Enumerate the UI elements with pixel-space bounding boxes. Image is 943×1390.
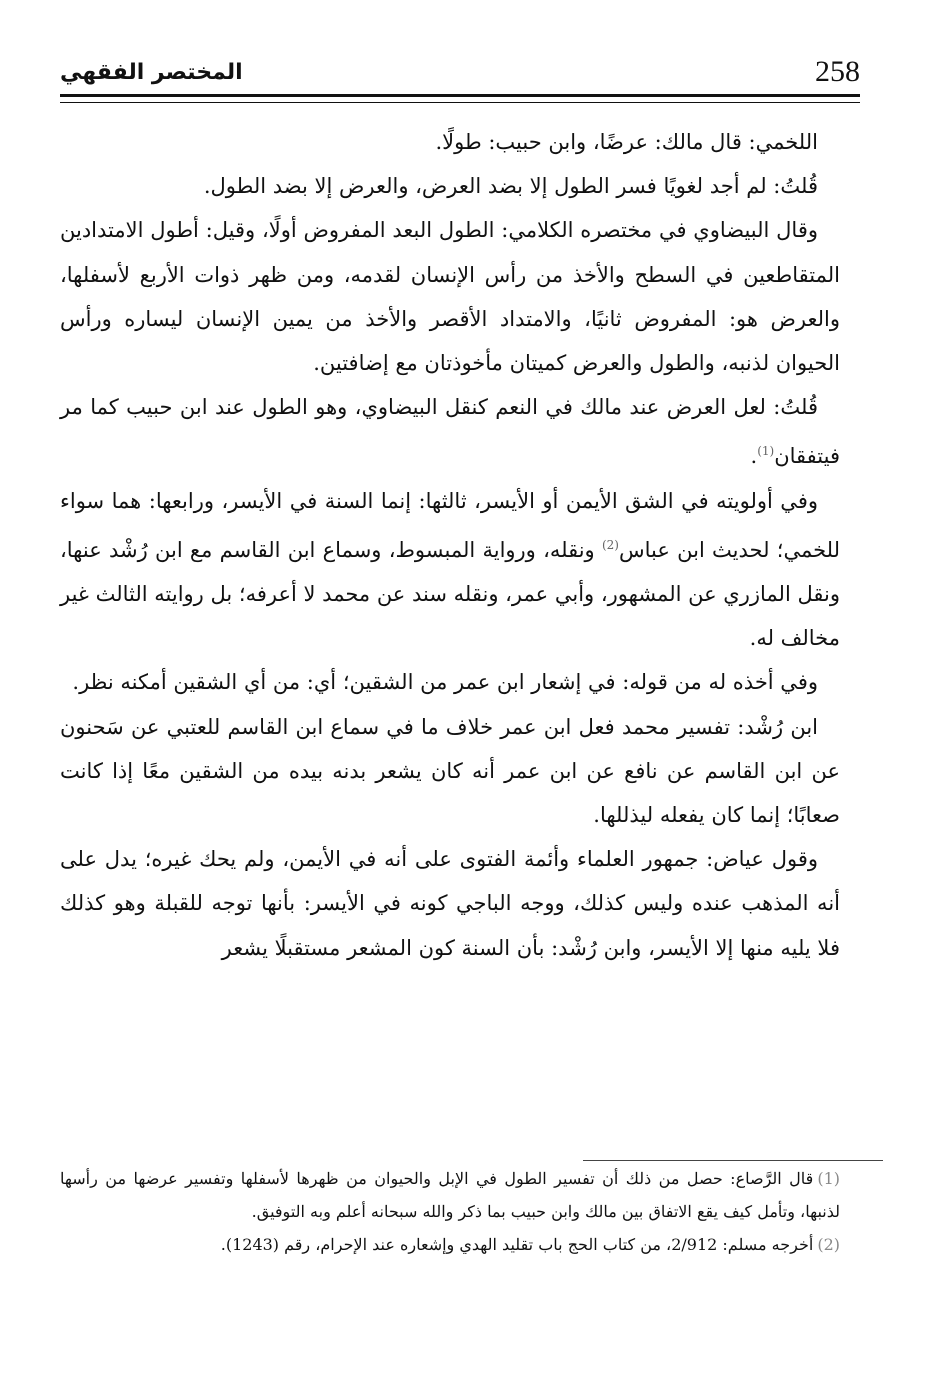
book-title: المختصر الفقهي [60, 60, 243, 85]
header-rule [60, 94, 860, 103]
paragraph-8: وقول عياض: جمهور العلماء وأئمة الفتوى على أنه في الأيمن، ولم يحك غيره؛ يدل على أنه المذهب عنده وليس كذلك، ووجه الباجي كونه في الأيسر: بأنها توجه للقبلة وهو كذلك فلا يليه منها إلا الأيسر، وابن رُشْد: بأن السنة كون المشعر مستقبلًا يشعر [60, 847, 840, 960]
paragraph-4-text: قُلتُ: لعل العرض عند مالك في النعم كنقل البيضاوي، وهو الطول عند ابن حبيب كما مر فيتفقان [60, 395, 840, 469]
paragraph-1: اللخمي: قال مالك: عرضًا، وابن حبيب: طولًا. [435, 130, 818, 154]
page-header [60, 52, 860, 96]
paragraph-2: قُلتُ: لم أجد لغويًا فسر الطول إلا بضد العرض، والعرض إلا بضد الطول. [203, 174, 818, 199]
footnote-1 [60, 1162, 840, 1228]
paragraph-5-text-b: ونقله، ورواية المبسوط، وسماع ابن القاسم مع ابن رُشْد عنها، ونقل المازري عن المشهور، وأبي عمر، ونقله سند عن محمد لا أعرفه؛ بل روايته الثالث غير مخالف له. [60, 537, 840, 651]
page-number: 258 [815, 55, 860, 88]
main-text [60, 120, 840, 970]
footnote-ref-2[interactable]: (2) [601, 537, 619, 552]
footnotes [60, 1162, 840, 1261]
paragraph-5 [60, 479, 840, 661]
footnote-1-number: (1) [817, 1169, 841, 1188]
paragraph-3: وقال البيضاوي في مختصره الكلامي: الطول البعد المفروض أولًا، وقيل: أطول الامتدادين المتقاطعين في السطح والأخذ من رأس الإنسان لقدمه، ومن ظهر ذوات الأربع لأسفلها، والعرض هو: المفروض ثانيًا، والامتداد الأقصر والأخذ من يمين الإنسان ليساره ورأس الحيوان لذنبه، والطول والعرض كميتان مأخوذتان مع إضافتين. [60, 218, 840, 376]
footnote-2-number: (2) [817, 1235, 840, 1254]
paragraph-6: وفي أخذه له من قوله: في إشعار ابن عمر من الشقين؛ أي: من أي الشقين أمكنه نظر. [72, 670, 818, 695]
paragraph-4 [60, 385, 840, 478]
footnote-ref-1[interactable]: (1) [757, 444, 775, 459]
paragraph-4-end: . [750, 444, 758, 469]
paragraph-5-text-a: وفي أولويته في الشق الأيمن أو الأيسر، ثالثها: إنما السنة في الأيسر، ورابعها: هما سواء للخمي؛ لحديث ابن عباس [60, 488, 840, 562]
footnote-2-text: أخرجه مسلم: 2/912، من كتاب الحج باب تقليد الهدي وإشعاره عند الإحرام، رقم (1243). [220, 1235, 814, 1254]
footnote-separator [583, 1160, 883, 1161]
footnote-1-text: قال الرَّصاع: حصل من ذلك أن تفسير الطول في الإبل والحيوان من ظهرها لأسفلها وتفسير عرضها من رأسها لذنبها، وتأمل كيف يقع الاتفاق بين مالك وابن حبيب بما ذكر والله سبحانه أعلم وبه التوفيق. [60, 1169, 840, 1221]
paragraph-7: ابن رُشْد: تفسير محمد فعل ابن عمر خلاف ما في سماع ابن القاسم للعتبي عن سَحنون عن ابن القاسم عن نافع عن ابن عمر أنه كان يشعر بدنه بيده من الشقين معًا إذا كانت صعابًا؛ إنما كان يفعله ليذللها. [60, 714, 840, 828]
footnote-2 [60, 1228, 840, 1261]
